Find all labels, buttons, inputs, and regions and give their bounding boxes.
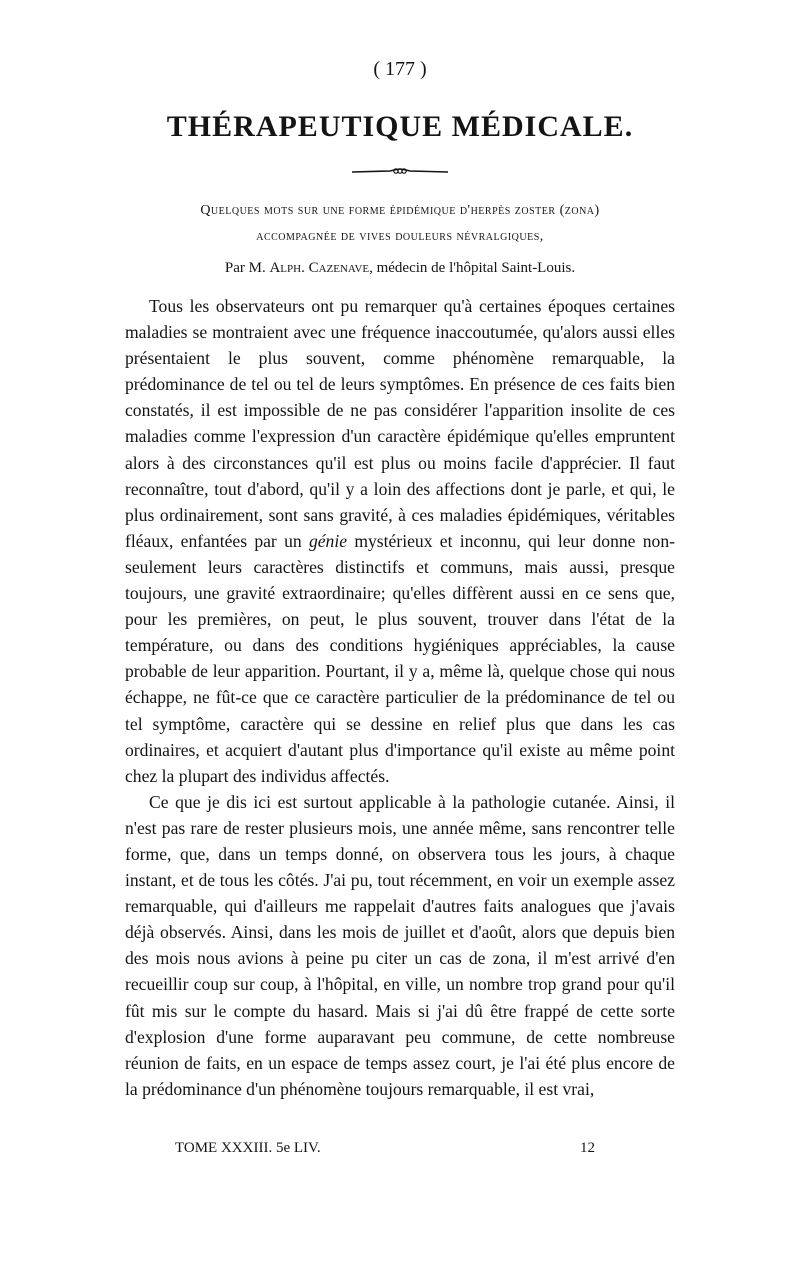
byline-suffix: médecin de l'hôpital Saint-Louis. (376, 260, 576, 276)
paragraph-2: Ce que je dis ici est surtout applicable à la pathologie cutanée. Ainsi, il n'est pas rare de rester plusieurs mois, une année même, sans rencontrer telle forme, que, dans un temps donné, on observera tous les jours, à chaque instant, et de tous les côtés. J'ai pu, tout récemment, en voir un exemple assez remarquable, qui d'ailleurs me rappelait d'autres faits analogues que j'avais déjà observés. Ainsi, dans les mois de juillet et d'août, alors que depuis bien des mois nous avions à peine pu citer un cas de zona, il m'est arrivé d'en recueillir coup sur coup, à l'hôpital, en ville, un nombre trop grand pour qu'il fût mis sur le compte du hasard. Mais si j'ai dû être frappé de cette sorte d'explosion d'une forme auparavant peu commune, de cette nombreuse réunion de faits, en un espace de temps assez court, je l'ai été plus encore de la prédominance d'un phénomène toujours remarquable, il est vrai, (125, 791, 675, 1099)
article-title-line-1: Quelques mots sur une forme épidémique d'herpès zoster (zona) (200, 203, 600, 218)
volume-signature: TOME XXXIII. 5e LIV. (175, 1140, 321, 1156)
page-footer (175, 1140, 595, 1160)
article-body (125, 293, 675, 1102)
byline-prefix: Par M. (224, 260, 266, 276)
emphasis-genie: génie (308, 530, 348, 551)
byline-author: Alph. Cazenave, (269, 260, 373, 276)
section-title: THÉRAPEUTIQUE MÉDICALE. (166, 110, 634, 143)
paragraph-1 (125, 293, 675, 789)
sheet-signature: 12 (580, 1140, 595, 1156)
page-number: ( 177 ) (373, 58, 427, 80)
ornament-divider-icon (350, 166, 450, 176)
paragraph-1-part-a: Tous les observateurs ont pu remarquer qu'à certaines époques certaines maladies se montraient avec une fréquence inaccoutumée, qu'alors aussi elles présentaient le plus souvent, comme phénomène remarquable, la prédominance de tel ou tel de leurs symptômes. En présence de ces faits bien constatés, il est impossible de ne pas considérer l'apparition insolite de ces maladies comme l'expression d'un caractère épidémique qu'elles empruntent alors à des circonstances qu'il est plus ou moins facile d'apprécier. Il faut reconnaître, tout d'abord, qu'il y a loin des affections dont je parle, et qui, le plus ordinairement, sont sans gravité, à ces maladies épidémiques, véritables fléaux, enfantées par un (125, 296, 675, 551)
byline (40, 260, 760, 277)
article-title-line-2: accompagnée de vives douleurs névralgiques, (256, 229, 544, 244)
article-title (40, 198, 760, 250)
paragraph-1-part-b: mystérieux et inconnu, qui leur donne non-seulement leurs caractères distinctifs et communs, mais aussi, presque toujours, une gravité extraordinaire; qu'elles diffèrent aussi en ce sens que, pour les premières, on peut, le plus souvent, trouver dans l'état de la température, ou dans des conditions hygiéniques appréciables, la cause probable de leur apparition. Pourtant, il y a, même là, quelque chose qui nous échappe, ne fût-ce que ce caractère particulier de la prédominance de tel ou tel symptôme, caractère qui se dessine en relief plus que dans les cas ordinaires, et acquiert d'autant plus d'importance qu'il existe au même point chez la plupart des individus affectés. (125, 530, 675, 786)
